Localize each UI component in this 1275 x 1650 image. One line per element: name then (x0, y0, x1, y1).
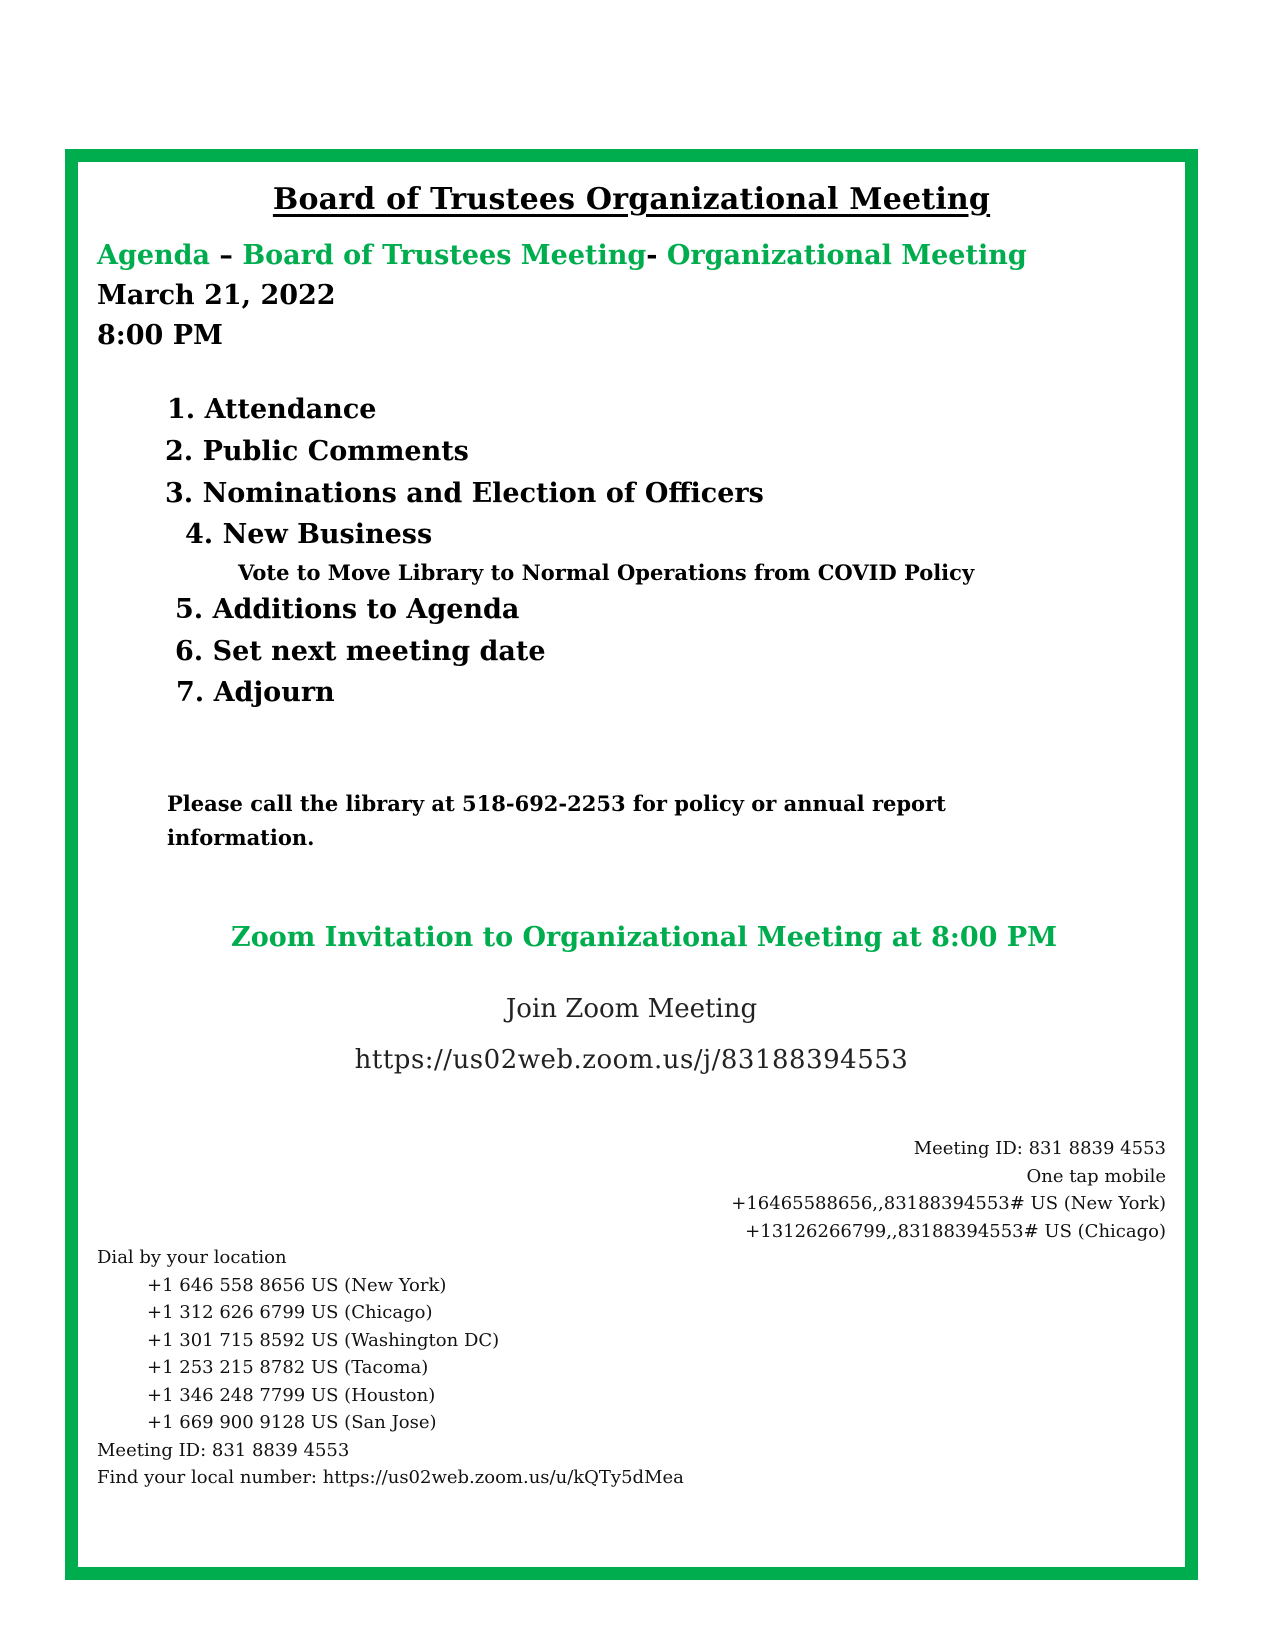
agenda-dash-2: - (646, 240, 667, 271)
document-title: Board of Trustees Organizational Meeting (272, 182, 991, 217)
agenda-item-public-comments: 2. Public Comments (165, 436, 469, 467)
one-tap-number[interactable]: +16465588656,,83188394553# US (New York) (731, 1193, 1166, 1214)
agenda-heading (97, 240, 1027, 271)
agenda-meeting-name: Board of Trustees Meeting (242, 240, 647, 271)
find-local-number-link[interactable]: Find your local number: https://us02web.zoom.us/u/kQTy5dMea (97, 1467, 684, 1488)
agenda-item-next-meeting: 6. Set next meeting date (175, 636, 546, 667)
dial-number: +1 646 558 8656 US (New York) (147, 1274, 447, 1296)
one-tap-block (731, 1135, 1166, 1245)
agenda-meeting-type: Organizational Meeting (666, 240, 1027, 271)
one-tap-label: One tap mobile (1026, 1165, 1166, 1187)
agenda-item-additions: 5. Additions to Agenda (175, 594, 520, 625)
join-zoom-link[interactable]: https://us02web.zoom.us/j/83188394553 (354, 1045, 909, 1075)
meeting-date: March 21, 2022 (97, 280, 336, 311)
dial-number: +1 301 715 8592 US (Washington DC) (147, 1329, 500, 1351)
dial-by-location-label: Dial by your location (97, 1247, 287, 1268)
one-tap-number[interactable]: +13126266799,,83188394553# US (Chicago) (745, 1220, 1166, 1242)
dial-meeting-id: Meeting ID: 831 8839 4553 (97, 1439, 350, 1461)
dial-number: +1 253 215 8782 US (Tacoma) (147, 1357, 429, 1378)
dial-number: +1 669 900 9128 US (San Jose) (147, 1412, 437, 1433)
agenda-item-adjourn: 7. Adjourn (176, 677, 335, 708)
zoom-invitation-heading: Zoom Invitation to Organizational Meeting at 8:00 PM (231, 922, 1058, 953)
join-zoom-label: Join Zoom Meeting (505, 994, 758, 1024)
document-border-frame (65, 149, 1198, 1580)
one-tap-meeting-id: Meeting ID: 831 8839 4553 (913, 1138, 1166, 1159)
meeting-time: 8:00 PM (97, 320, 223, 351)
dial-by-location-block (97, 1244, 684, 1492)
dial-number: +1 312 626 6799 US (Chicago) (147, 1302, 433, 1323)
library-contact-note: Please call the library at 518-692-2253 for policy or annual report information. (167, 791, 946, 850)
agenda-dash: – (210, 240, 243, 271)
agenda-item-attendance: 1. Attendance (167, 394, 377, 425)
dial-number: +1 346 248 7799 US (Houston) (147, 1384, 436, 1406)
agenda-item-nominations: 3. Nominations and Election of Officers (165, 478, 764, 509)
agenda-subitem-vote: Vote to Move Library to Normal Operations from COVID Policy (238, 560, 975, 585)
agenda-item-new-business: 4. New Business (185, 519, 433, 550)
agenda-label: Agenda (97, 240, 211, 271)
